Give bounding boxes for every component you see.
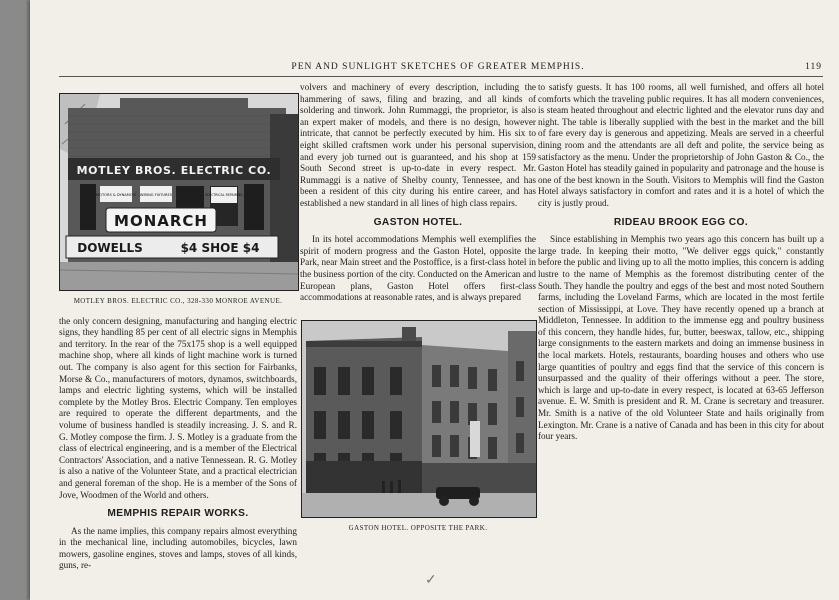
gaston-hotel-paragraph: In its hotel accommodations Memphis well exemplifies the spirit of modern progress and the Gaston Hotel, opposite the Park, near Main street and the Postoffice, is a first-class hotel in the business portion of the city. Conducted on the American and European plans, Gaston Hotel offers first-class accommodations at reasonable rates, and is always prepared	[300, 234, 536, 303]
repair-continued-paragraph: volvers and machinery of every description, including the hammering of saws, filing and brazing, and all kinds of soldering and tinwork. John Rummaggi, the proprietor, is also an expert maker of models, and there is no design, however intricate, that cannot be perfectly executed by him. His six to eight skilled craftsmen work under his personal supervision, and every job turned out is guaranteed, and his shop at 159 South Second street is up-to-date in every respect. Mr. Rummaggi is a native of Shelby county, Tennessee, and has been a resident of this city during his entire career, and has established a new standard in all lines of high class repairs.	[300, 82, 536, 208]
running-header	[30, 62, 839, 76]
sign-repairing-text: ELECTRICAL REPAIRING	[205, 193, 243, 197]
storefront-illustration	[60, 94, 298, 290]
sign-motors-text: MOTORS & DYNAMO'S	[96, 193, 136, 197]
book-page	[30, 0, 839, 600]
memphis-repair-paragraph: As the name implies, this company repairs almost everything in the mechanical line, including automobiles, bicycles, lawn mowers, gasoline engines, stoves and lamps, stoves of all kinds, guns, re-	[59, 525, 297, 571]
check-mark: ✓	[425, 572, 437, 588]
motley-bros-storefront-photo	[59, 93, 299, 291]
gaston-photo-caption: GASTON HOTEL. OPPOSITE THE PARK.	[348, 523, 488, 532]
column-1	[59, 82, 297, 572]
hotel-illustration	[302, 321, 536, 517]
memphis-repair-heading: MEMPHIS REPAIR WORKS.	[107, 508, 249, 520]
gaston-hotel-photo	[301, 320, 537, 518]
page-header-title: PEN AND SUNLIGHT SKETCHES OF GREATER MEMPHIS.	[291, 62, 585, 72]
page-number: 119	[805, 62, 822, 72]
rideau-brook-paragraph: Since establishing in Memphis two years ago this concern has built up a large trade. In keeping their motto, "We deliver eggs quick," constantly before the public and living up to all the motto implies, this concern is adding lustre to the name of Memphis as the foremost distributing center of the South. They handle the poultry and eggs of the best and most noted Southern farms, including the Loveland Farms, which are located in the most fertile section of Mississippi, at Love. They have recently opened up a branch at Middleton, Tennessee. In addition to the immense egg and poultry business of this concern, they handle hides, fur, butter, beeswax, tallow, etc., shipping large consignments to the eastern markets and doing an immense business in the local markets. Hotels, restaurants, boarding houses and others who use large quantities of poultry and eggs find that the service of this concern is unsurpassed and the quality of their offerings without a peer. The store, which is large and up-to-date in every respect, is located at 63-65 Jefferson avenue. E. W. Smith is president and R. M. Crane is secretary and treasurer. Mr. Smith is a native of the old Volunteer State and hails originally from Lexington. Mr. Crane is a native of Canada and has been in this city for about four years.	[538, 234, 824, 442]
motley-paragraph: the only concern designing, manufacturing and hanging electric signs, they handling 85 per cent of all electric signs in Memphis and territory. In the rear of the 75x175 shop is a well equipped machine shop, where all kinds of light machine work is turned out. The company is also agent for this section for Fairbanks, Morse & Co., manufacturers of motors, dynamos, switchboards, lamps and electric lighting systems, which will be installed complete by the Motley Bros. Electric Company. Ten employes are required to operate the different departments, and the volume of business handled is steadily increasing. J. S. and R. G. Motley compose the firm. J. S. Motley is a graduate from the class of electrical engineering, and is a member of the Electrical Contractors' Association, and a native Tennessean. R. G. Motley is also a native of the Volunteer State, and a practical electrician and general foreman of the shop. He is a member of the Sons of Jove, Woodmen of the World and others.	[59, 315, 297, 500]
sign-shoes-text: $4 SHOE $4	[180, 241, 260, 255]
sign-monarch-text: MONARCH	[114, 212, 208, 230]
sign-main-text: MOTLEY BROS. ELECTRIC CO.	[76, 164, 272, 177]
header-rule	[59, 76, 823, 77]
column-2	[300, 82, 536, 542]
sign-fixtures-text: WIRING FIXTURES	[139, 193, 173, 197]
motley-photo-caption: MOTLEY BROS. ELECTRIC CO., 328-330 MONROE AVENUE.	[73, 297, 283, 305]
rideau-brook-heading: RIDEAU BROOK EGG CO.	[613, 216, 749, 228]
sign-dowells-text: DOWELLS	[77, 241, 143, 255]
gaston-hotel-heading: GASTON HOTEL.	[373, 216, 463, 228]
gaston-continued-paragraph: to satisfy guests. It has 100 rooms, all well furnished, and offers all hotel comforts which the traveling public requires. It has all modern conveniences, is steam heated throughout and electric lighted and the elevator runs day and night. The table is liberally supplied with the best in the market and the bill of fare every day is generous and appetizing. Meals are served in a cheerful dining room and the attendants are all deft and polite, the service being as satisfactory as the menu. Under the proprietorship of John Gaston & Co., the Gaston Hotel has steadily gained in popularity and patronage and the house is one of the best known in the South. Visitors to Memphis will find the Gaston Hotel always satisfactory in comfort and rates and it is a hotel of which the city is justly proud.	[538, 82, 824, 208]
column-3	[538, 82, 824, 443]
